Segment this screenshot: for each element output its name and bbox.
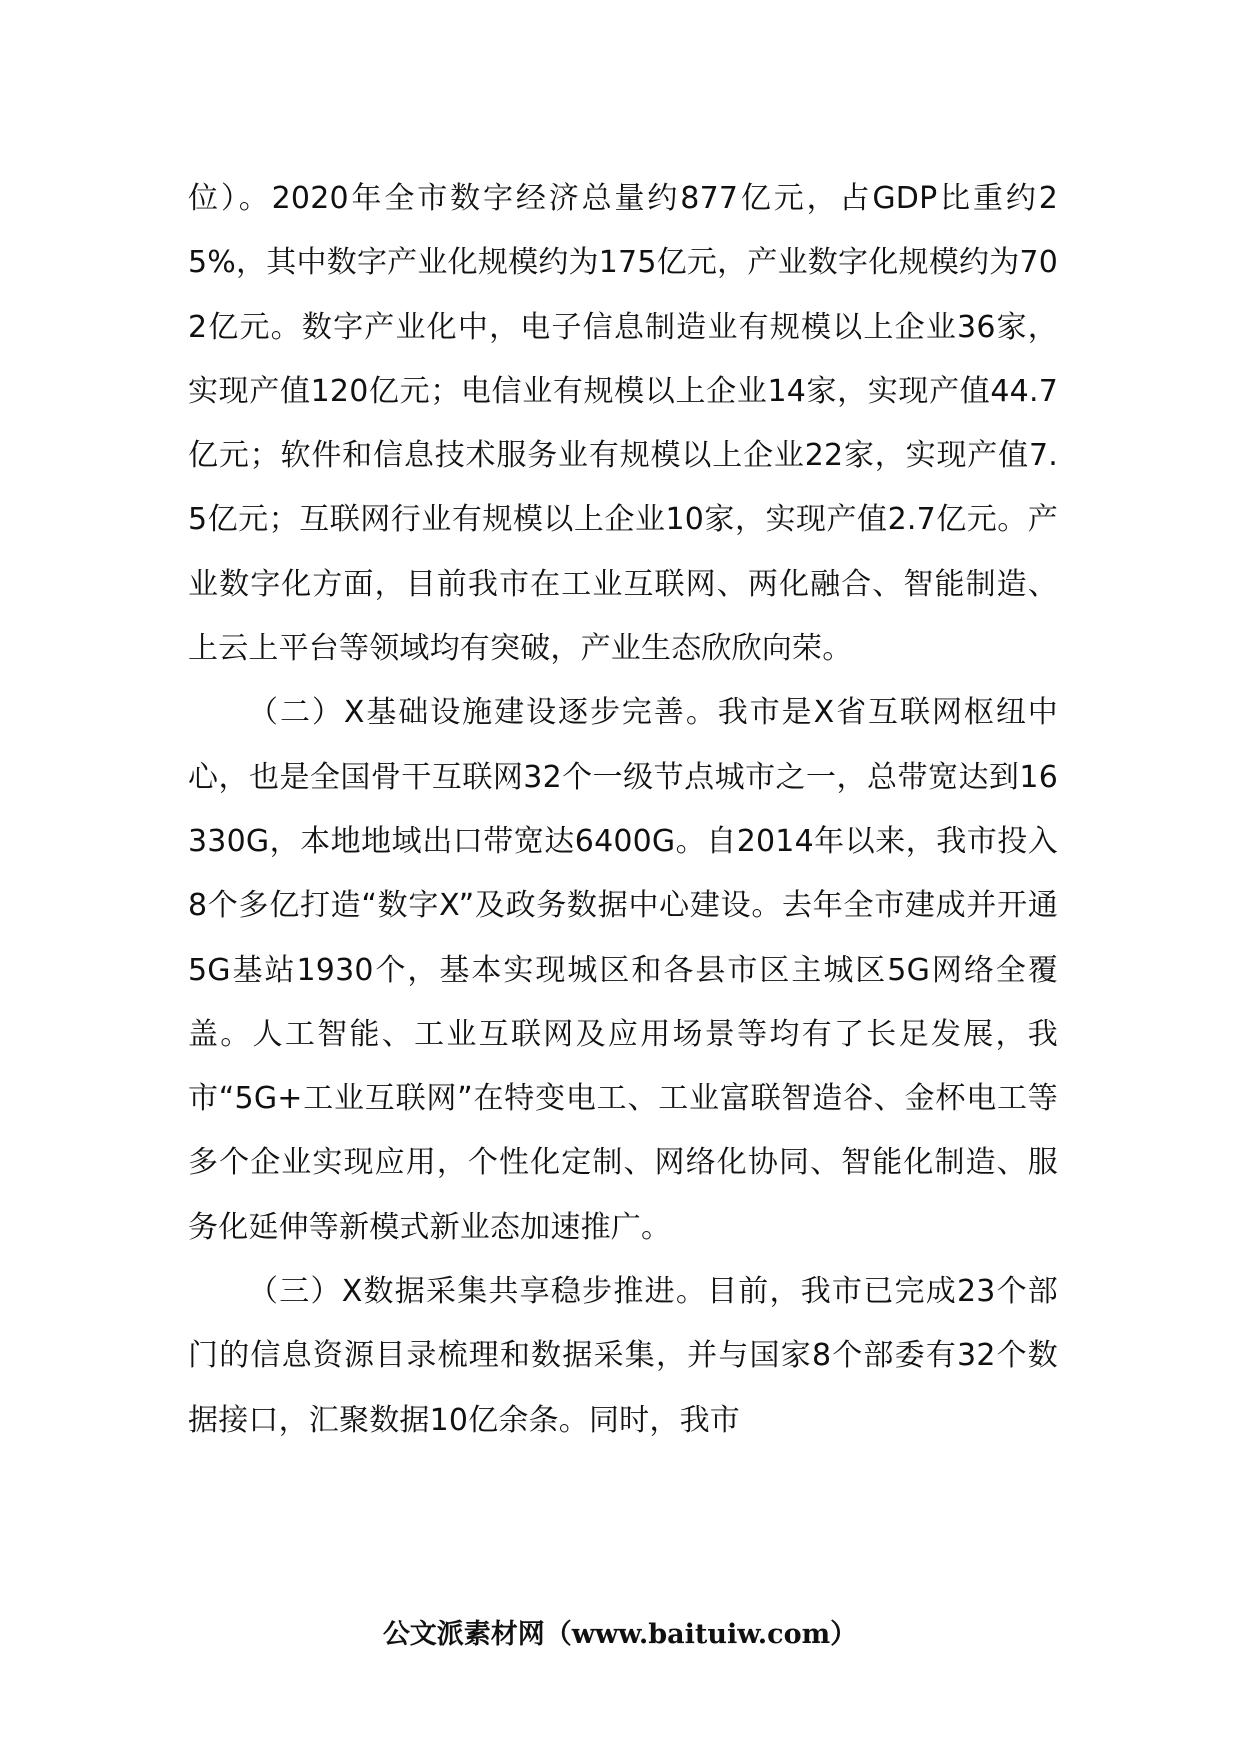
document-body: [188, 167, 1058, 1453]
paragraph-data-collection: （三）X数据采集共享稳步推进。目前，我市已完成23个部门的信息资源目录梳理和数据采集，并与国家8个部委有32个数据接口，汇聚数据10亿余条。同时，我市: [188, 1274, 1058, 1438]
paragraph-infrastructure: （二）X基础设施建设逐步完善。我市是X省互联网枢纽中心，也是全国骨干互联网32个一级节点城市之一，总带宽达到16330G，本地地域出口带宽达6400G。自2014年以来，我市投入8个多亿打造“数字X”及政务数据中心建设。去年全市建成并开通5G基站1930个，基本实现城区和各县市区主城区5G网络全覆盖。人工智能、工业互联网及应用场景等均有了长足发展，我市“5G+工业互联网”在特变电工、工业富联智造谷、金杯电工等多个企业实现应用，个性化定制、网络化协同、智能化制造、服务化延伸等新模式新业态加速推广。: [188, 695, 1058, 1245]
page-footer-watermark: 公文派素材网（www.baituiw.com）: [382, 1619, 858, 1650]
paragraph-continuation: 位）。2020年全市数字经济总量约877亿元，占GDP比重约25%，其中数字产业化规模约为175亿元，产业数字化规模约为702亿元。数字产业化中，电子信息制造业有规模以上企业36家，实现产值120亿元；电信业有规模以上企业14家，实现产值44.7亿元；软件和信息技术服务业有规模以上企业22家，实现产值7.5亿元；互联网行业有规模以上企业10家，实现产值2.7亿元。产业数字化方面，目前我市在工业互联网、两化融合、智能制造、上云上平台等领域均有突破，产业生态欣欣向荣。: [188, 181, 1058, 667]
